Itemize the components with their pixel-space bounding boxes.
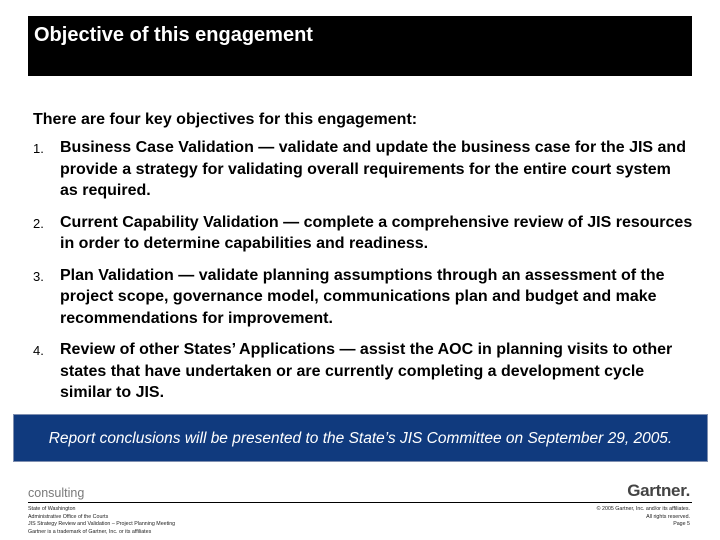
objective-item-3 <box>33 265 693 330</box>
footer-brand-consulting: consulting <box>28 486 85 500</box>
footer-trademark: Gartner is a trademark of Gartner, Inc. or its affiliates <box>28 528 152 535</box>
objective-item-1 <box>33 137 693 202</box>
footer-divider <box>28 502 692 503</box>
objective-number: 3. <box>33 268 44 284</box>
gartner-logo: Gartner. <box>627 481 690 500</box>
conclusion-callout <box>13 414 708 462</box>
objective-number: 2. <box>33 215 44 231</box>
objective-item-2 <box>33 212 693 255</box>
objective-text: Current Capability Validation — complete a comprehensive review of JIS resources in order to determine capabilities and readiness. <box>60 213 693 252</box>
objective-number: 4. <box>33 343 44 358</box>
objective-item-4 <box>33 339 693 404</box>
footer-project-name: JIS Strategy Review and Validation – Project Planning Meeting <box>28 521 176 527</box>
footer-left-info <box>28 506 175 536</box>
callout-text: Report conclusions will be presented to the State’s JIS Committee on September 29, 2005. <box>48 430 673 447</box>
objective-text: Business Case Validation — validate and update the business case for the JIS and provide a strategy for validating overall requirements for the entire court system as required. <box>60 139 686 199</box>
slide-title: Objective of this engagement <box>34 24 313 46</box>
objectives-list <box>33 137 693 414</box>
footer-right-info <box>597 506 690 529</box>
objective-text: Plan Validation — validate planning assumptions through an assessment of the project scope, governance model, communications plan and budget and make recommendations for improvement. <box>60 266 665 327</box>
objective-text: Review of other States’ Applications — assist the AOC in planning visits to other states that have undertaken or are currently completing a development cycle similar to JIS. <box>60 341 673 401</box>
footer-client-office: Administrative Office of the Courts <box>28 513 109 520</box>
objective-number: 1. <box>33 141 44 156</box>
footer-page-number: Page 5 <box>673 521 690 527</box>
title-bar <box>28 16 692 76</box>
footer-rights: All rights reserved. <box>646 513 690 520</box>
footer-client-name: State of Washington <box>28 506 76 512</box>
intro-text: There are four key objectives for this engagement: <box>33 111 418 128</box>
footer-copyright: © 2005 Gartner, Inc. and/or its affiliates. <box>596 506 690 512</box>
